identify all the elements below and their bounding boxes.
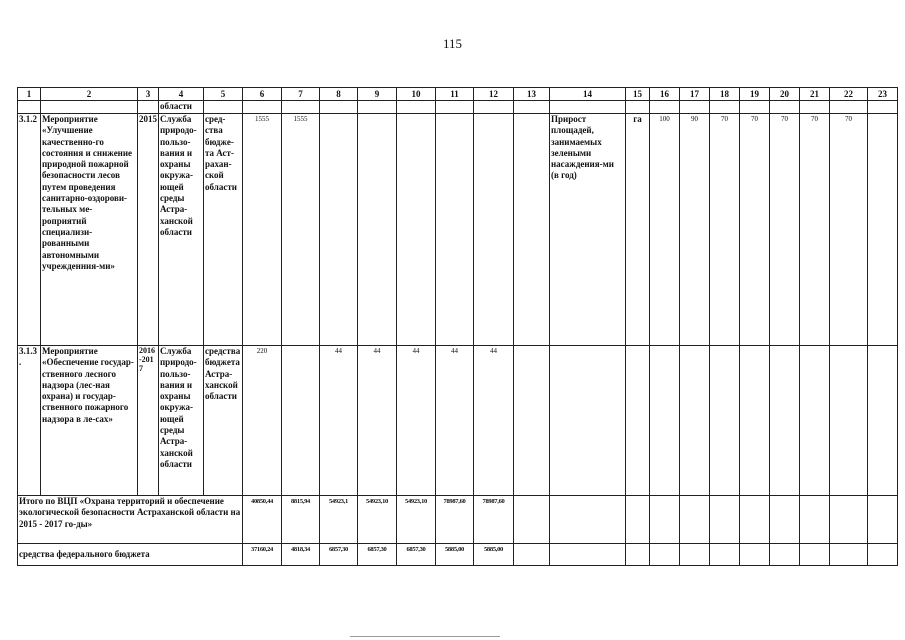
header-cell: 18 xyxy=(710,88,740,101)
amount-cell: 44 xyxy=(320,346,358,496)
continuation-text: области xyxy=(159,101,204,114)
header-cell: 13 xyxy=(514,88,550,101)
header-cell: 21 xyxy=(800,88,830,101)
total-amount: 54923,1 xyxy=(320,496,358,544)
indicator-value: 70 xyxy=(830,114,868,346)
header-cell: 2 xyxy=(41,88,138,101)
empty-cell xyxy=(868,114,898,346)
header-cell: 5 xyxy=(204,88,243,101)
total-label: Итого по ВЦП «Охрана территорий и обеспечение экологической безопасности Астраханской области на 2015 - 2017 го-ды» xyxy=(18,496,243,544)
amount-cell xyxy=(397,114,436,346)
header-cell: 10 xyxy=(397,88,436,101)
amount-total: 220 xyxy=(243,346,282,496)
amount-cell xyxy=(474,114,514,346)
total-amount: 78987,60 xyxy=(436,496,474,544)
total-amount: 54923,10 xyxy=(358,496,397,544)
total-amount: 54923,10 xyxy=(397,496,436,544)
header-cell: 8 xyxy=(320,88,358,101)
indicator-name: Прирост площадей, занимаемых зелеными насаждения-ми (в год) xyxy=(550,114,626,346)
funding-source: средства бюджета Астра-ханской области xyxy=(204,346,243,496)
measure-name: Мероприятие «Обеспечение государ-ственного лесного надзора (лес-ная охрана) и государ-ственного пожарного надзора в ле-сах» xyxy=(41,346,138,496)
federal-amount: 4818,34 xyxy=(282,544,320,566)
empty-cell xyxy=(514,114,550,346)
federal-amount: 5885,00 xyxy=(436,544,474,566)
executor: Служба природо-пользо-вания и охраны окружа-ющей среды Астра-ханской области xyxy=(159,114,204,346)
indicator-value: 70 xyxy=(770,114,800,346)
indicator-value: 70 xyxy=(740,114,770,346)
header-cell: 4 xyxy=(159,88,204,101)
header-cell: 23 xyxy=(868,88,898,101)
federal-amount: 6857,30 xyxy=(320,544,358,566)
amount-2015 xyxy=(282,346,320,496)
header-cell: 7 xyxy=(282,88,320,101)
amount-2015: 1555 xyxy=(282,114,320,346)
amount-cell: 44 xyxy=(474,346,514,496)
table-row-3-1-2 xyxy=(18,114,898,346)
indicator-value: 100 xyxy=(650,114,680,346)
measure-name: Мероприятие «Улучшение качественно-го состояния и снижение природной пожарной безопасности лесов путем проведения санитарно-оздорови-тельных ме-роприятий специализи-рованными автономными учрежденния-ми» xyxy=(41,114,138,346)
header-cell: 12 xyxy=(474,88,514,101)
header-cell: 22 xyxy=(830,88,868,101)
header-cell: 11 xyxy=(436,88,474,101)
header-cell: 19 xyxy=(740,88,770,101)
federal-amount: 6857,30 xyxy=(397,544,436,566)
header-cell: 15 xyxy=(626,88,650,101)
page-number: 115 xyxy=(442,36,463,51)
header-cell: 17 xyxy=(680,88,710,101)
amount-cell xyxy=(320,114,358,346)
header-cell: 3 xyxy=(138,88,159,101)
header-cell: 14 xyxy=(550,88,626,101)
unit: га xyxy=(626,114,650,346)
table-row-3-1-3 xyxy=(18,346,898,496)
federal-budget-row xyxy=(18,544,898,566)
row-number: 3.1.2 xyxy=(18,114,41,346)
federal-amount: 6857,30 xyxy=(358,544,397,566)
amount-cell xyxy=(358,114,397,346)
amount-cell: 44 xyxy=(358,346,397,496)
federal-amount: 37160,24 xyxy=(243,544,282,566)
period: 2016-2017 xyxy=(138,346,159,496)
header-cell: 1 xyxy=(18,88,41,101)
total-row xyxy=(18,496,898,544)
amount-cell xyxy=(436,114,474,346)
header-cell: 16 xyxy=(650,88,680,101)
header-cell: 20 xyxy=(770,88,800,101)
funding-source: сред-ства бюдже-та Аст-рахан-ской области xyxy=(204,114,243,346)
federal-label: средства федерального бюджета xyxy=(18,544,243,566)
header-cell: 9 xyxy=(358,88,397,101)
indicator-value: 70 xyxy=(710,114,740,346)
amount-cell: 44 xyxy=(436,346,474,496)
amount-cell: 44 xyxy=(397,346,436,496)
federal-amount: 5885,00 xyxy=(474,544,514,566)
indicator-value: 90 xyxy=(680,114,710,346)
continuation-row xyxy=(18,101,898,114)
executor: Служба природо-пользо-вания и охраны окружа-ющей среды Астра-ханской области xyxy=(159,346,204,496)
header-cell: 6 xyxy=(243,88,282,101)
header-row xyxy=(18,88,898,101)
amount-total: 1555 xyxy=(243,114,282,346)
divider xyxy=(350,636,500,637)
program-table xyxy=(17,87,898,566)
total-amount: 40850,44 xyxy=(243,496,282,544)
period: 2015 xyxy=(138,114,159,346)
indicator-value: 70 xyxy=(800,114,830,346)
total-amount: 78987,60 xyxy=(474,496,514,544)
total-amount: 8815,94 xyxy=(282,496,320,544)
row-number: 3.1.3. xyxy=(18,346,41,496)
